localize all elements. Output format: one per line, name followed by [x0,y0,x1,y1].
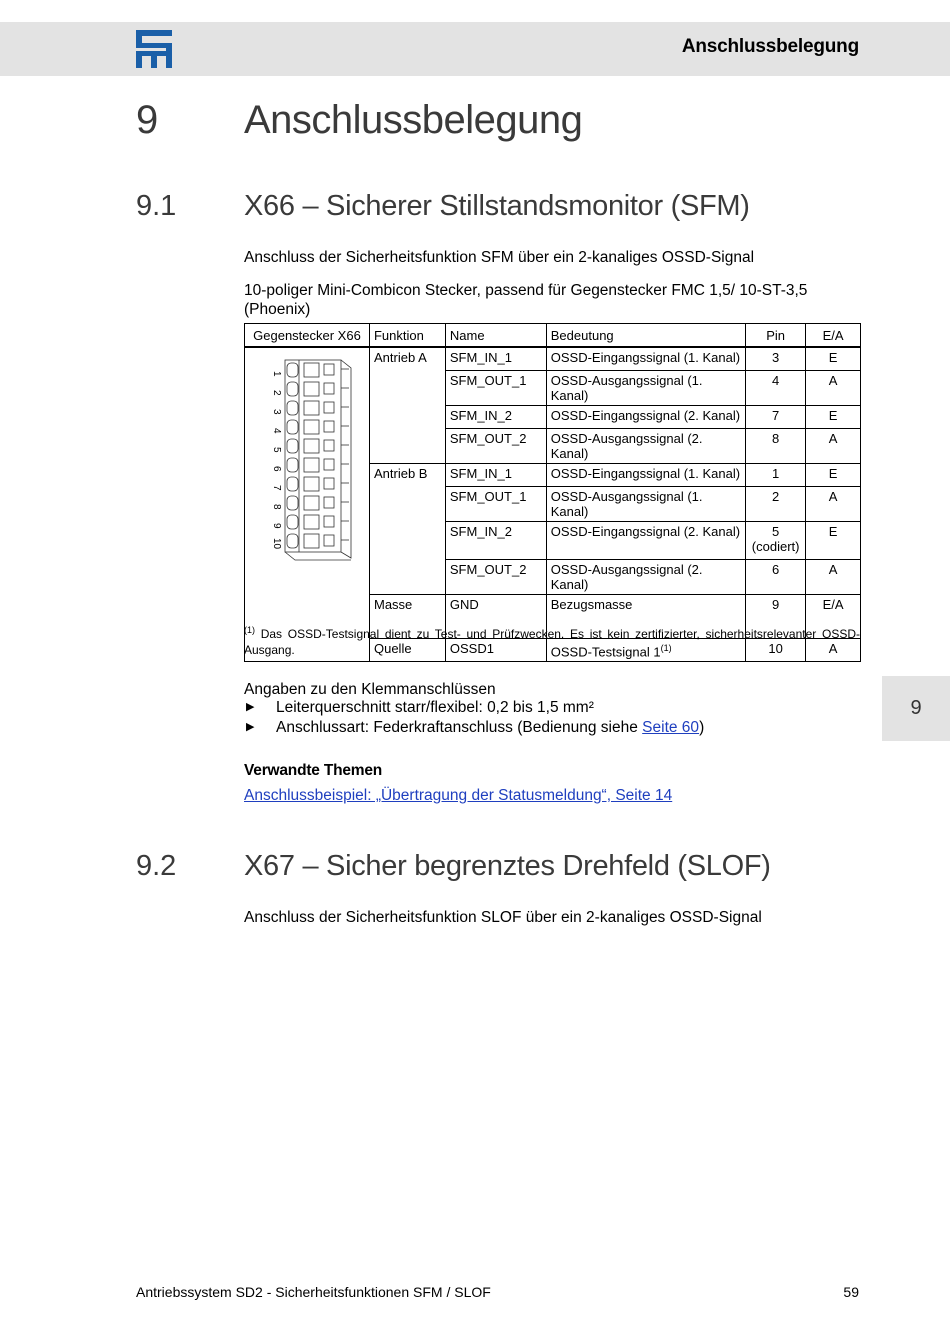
list-item [244,718,704,738]
header-title: Anschlussbelegung [681,36,859,57]
cell-name: SFM_IN_1 [445,347,546,370]
pin-label: 3 [271,409,282,415]
cell-pin: 6 [746,559,806,594]
related-topics-title: Verwandte Themen [244,762,383,779]
cell-pin [746,521,806,559]
related-topics [244,786,860,805]
cell-ea: A [806,370,861,405]
cell-pin: 3 [746,347,806,370]
cell-ea: A [806,638,861,661]
cell-pin: 10 [746,638,806,661]
group-antrieb-a: Antrieb A [369,347,445,463]
pin-label: 4 [271,428,282,434]
chapter-title: Anschlussbelegung [244,98,583,142]
cell-bedeutung: OSSD-Ausgangssignal (2. Kanal) [546,428,745,463]
footer-page-number: 59 [843,1284,859,1300]
pin-label: 9 [271,523,282,529]
pin-label: 2 [271,390,282,396]
cell-name: SFM_IN_1 [445,463,546,486]
anschlussbeispiel-link[interactable]: Anschlussbeispiel: „Übertragung der Statusmeldung“, Seite 14 [244,787,673,804]
bullet-text-prefix: Anschlussart: Federkraftanschluss (Bedienung siehe [276,718,643,736]
cell-ea: E [806,347,861,370]
cell-bedeutung: OSSD-Ausgangssignal (2. Kanal) [546,559,745,594]
pin-label: 5 [271,447,282,453]
cell-name: SFM_IN_2 [445,521,546,559]
pin-value: 5 [772,523,780,539]
cell-pin: 8 [746,428,806,463]
pin-label: 8 [271,504,282,510]
terminals-list [244,698,704,737]
bullet-arrow-icon: ▶ [246,701,255,713]
header-funktion: Funktion [369,324,445,348]
cell-bedeutung: OSSD-Eingangssignal (2. Kanal) [546,405,745,428]
cell-ea: E/A [806,594,861,638]
group-masse: Masse [369,594,445,638]
cell-ea: E [806,463,861,486]
cell-bedeutung: OSSD-Ausgangssignal (1. Kanal) [546,486,745,521]
cell-name: SFM_IN_2 [445,405,546,428]
section-1-number: 9.1 [136,190,177,222]
cell-pin: 4 [746,370,806,405]
cell-pin: 2 [746,486,806,521]
table-row [245,347,861,370]
cell-bedeutung: OSSD-Eingangssignal (2. Kanal) [546,521,745,559]
footnote-ref: (1) [660,642,672,653]
pin-label: 6 [271,466,282,472]
header-ea: E/A [806,324,861,348]
bullet-arrow-icon: ▶ [246,720,255,733]
cell-bedeutung: Bezugsmasse [546,594,745,638]
seite-60-link[interactable]: Seite 60 [642,718,700,736]
header-gegenstecker: Gegenstecker X66 [245,324,370,348]
connector-drawing-cell [245,347,370,661]
cell-name: SFM_OUT_1 [445,486,546,521]
cell-bedeutung: OSSD-Ausgangssignal (1. Kanal) [546,370,745,405]
section-2-number: 9.2 [136,850,177,882]
bullet-text: Leiterquerschnitt starr/flexibel: 0,2 bis 1,5 mm² [276,699,594,716]
cell-name: GND [445,594,546,638]
pin-label: 1 [271,371,282,377]
cell-name: SFM_OUT_2 [445,428,546,463]
pin-label: 10 [271,538,282,550]
cell-name: OSSD1 [445,638,546,661]
group-quelle: Quelle [369,638,445,661]
connector-description: 10-poliger Mini-Combicon Stecker, passend für Gegenstecker FMC 1,5/ 10-ST-3,5 (Phoenix) [244,282,808,318]
bullet-text-suffix: ) [699,718,705,736]
footnote-mark: (1) [244,625,255,635]
sfm-logo-icon [136,30,172,68]
header-bedeutung: Bedeutung [546,324,745,348]
cell-ea: A [806,428,861,463]
footnote-text: Das OSSD-Testsignal dient zu Test- und Prüfzwecken. Es ist kein zertifizierter, sicherheitsrelevanter OSSD-Ausgang. [244,627,860,657]
cell-bedeutung: OSSD-Eingangssignal (1. Kanal) [546,347,745,370]
terminals-title: Angaben zu den Klemmanschlüssen [244,681,496,698]
cell-ea: A [806,559,861,594]
cell-ea: A [806,486,861,521]
footer-document-title: Antriebssystem SD2 - Sicherheitsfunktionen SFM / SLOF [136,1284,491,1300]
cell-pin: 1 [746,463,806,486]
list-item [244,698,704,718]
cell-name: SFM_OUT_1 [445,370,546,405]
section-2-title: X67 – Sicher begrenztes Drehfeld (SLOF) [244,850,771,882]
pin-assignment-table [244,323,861,662]
header-pin: Pin [746,324,806,348]
cell-bedeutung: OSSD-Eingangssignal (1. Kanal) [546,463,745,486]
cell-ea: E [806,405,861,428]
chapter-side-tab[interactable]: 9 [882,676,950,741]
bedeutung-text: OSSD-Testsignal 1 [550,643,661,659]
table-header-row [245,324,861,348]
cell-name: SFM_OUT_2 [445,559,546,594]
section-2-intro: Anschluss der Sicherheitsfunktion SLOF über ein 2-kanaliges OSSD-Signal [244,909,762,926]
cell-ea: E [806,521,861,559]
pin-note: (codiert) [751,538,800,554]
chapter-number: 9 [136,98,159,142]
pin-label: 7 [271,485,282,491]
header-name: Name [445,324,546,348]
section-1-intro: Anschluss der Sicherheitsfunktion SFM über ein 2-kanaliges OSSD-Signal [244,249,755,266]
group-antrieb-b: Antrieb B [369,463,445,594]
section-1-title: X66 – Sicherer Stillstandsmonitor (SFM) [244,190,750,222]
table-footnote [244,622,860,658]
connector-drawing-icon [249,358,363,568]
cell-pin: 7 [746,405,806,428]
cell-pin: 9 [746,594,806,638]
